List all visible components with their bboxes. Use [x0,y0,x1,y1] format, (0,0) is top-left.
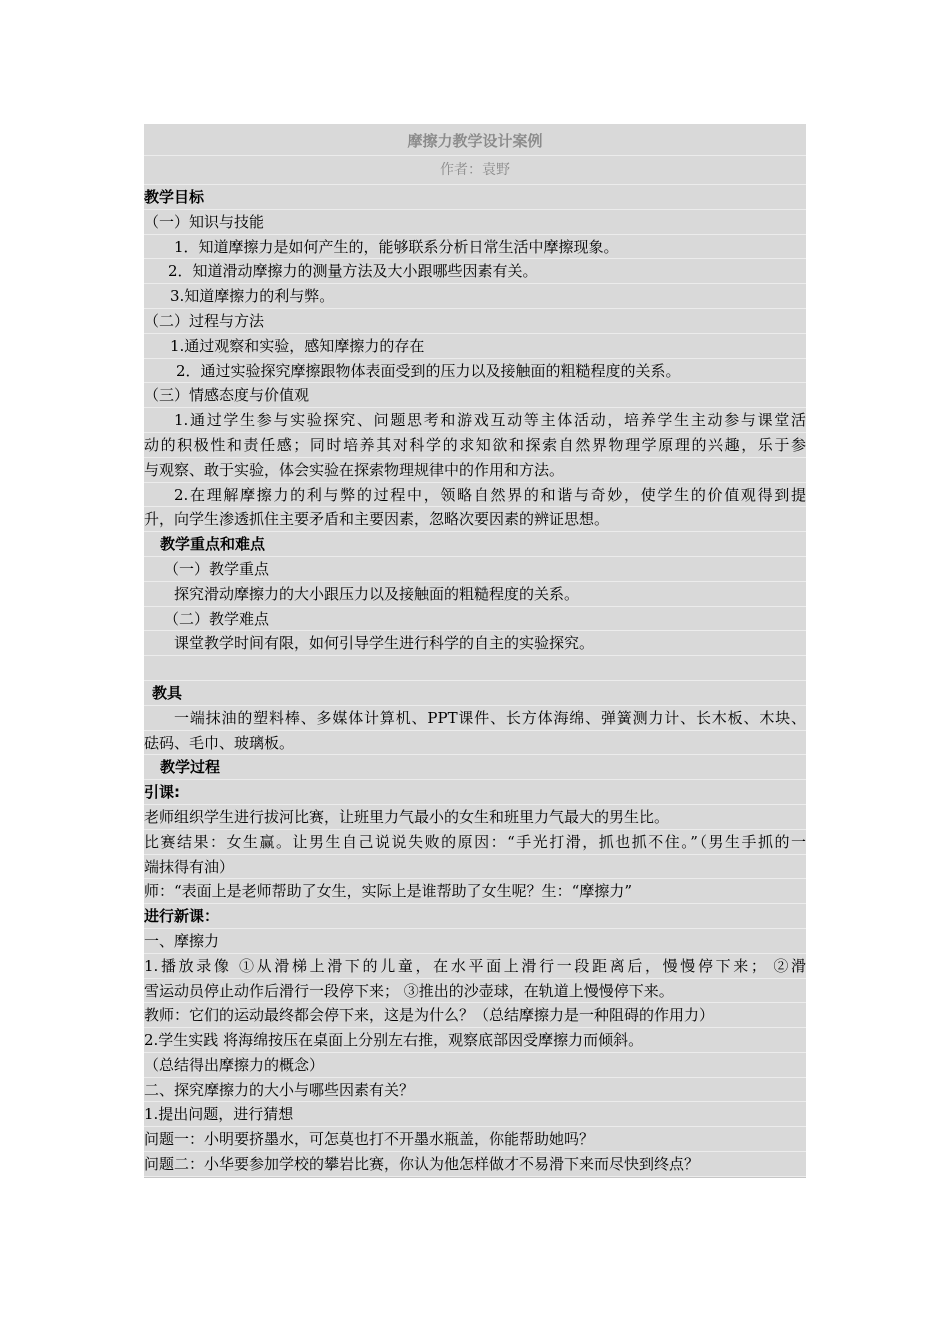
paragraph-line: 问题二：小华要参加学校的攀岩比赛，你认为他怎样做才不易滑下来而尽快到终点？ [144,1152,806,1177]
section-heading-key-points: 教学重点和难点 [144,532,806,557]
paragraph-line: 1.提出问题，进行猜想 [144,1102,806,1127]
goal-item-1: 1．知道摩擦力是如何产生的，能够联系分析日常生活中摩擦现象。 [144,235,806,260]
paragraph-line: 一、摩擦力 [144,929,806,954]
section-heading-intro: 引课: [144,780,806,805]
paragraph-line: （总结得出摩擦力的概念） [144,1053,806,1078]
paragraph-line: 问题一：小明要挤墨水，可怎莫也打不开墨水瓶盖，你能帮助她吗？ [144,1127,806,1152]
document-title: 摩擦力教学设计案例 [144,126,806,156]
blank-line [144,656,806,681]
section-heading-teaching-goals: 教学目标 [144,185,806,210]
paragraph-line: 雪运动员停止动作后滑行一段停下来； ③推出的沙壶球，在轨道上慢慢停下来。 [144,979,806,1004]
paragraph-line: 动的积极性和责任感；同时培养其对科学的求知欲和探索自然界物理学原理的兴趣，乐于参 [144,433,806,458]
paragraph-line: 砝码、毛巾、玻璃板。 [144,731,806,756]
document-page [144,124,806,1178]
paragraph-line: 一端抹油的塑料棒、多媒体计算机、PPT课件、长方体海绵、弹簧测力计、长木板、木块、 [144,706,806,731]
paragraph-line: 升，向学生渗透抓住主要矛盾和主要因素，忽略次要因素的辨证思想。 [144,507,806,532]
document-author: 作者：袁野 [144,156,806,185]
section-heading-teaching-process: 教学过程 [144,755,806,780]
section-heading-teaching-aids: 教具 [144,681,806,706]
paragraph-line: 老师组织学生进行拔河比赛，让班里力气最小的女生和班里力气最大的男生比。 [144,805,806,830]
paragraph-line: 1.通过学生参与实验探究、问题思考和游戏互动等主体活动，培养学生主动参与课堂活 [144,408,806,433]
goal-item-2: 2．知道滑动摩擦力的测量方法及大小跟哪些因素有关。 [144,259,806,284]
paragraph-line: 探究滑动摩擦力的大小跟压力以及接触面的粗糙程度的关系。 [144,582,806,607]
subsection-key-point: （一）教学重点 [144,557,806,582]
subsection-attitude-values: （三）情感态度与价值观 [144,383,806,408]
paragraph-line: 端抹得有油） [144,855,806,880]
paragraph-line: 二、探究摩擦力的大小与哪些因素有关？ [144,1078,806,1103]
paragraph-line: 2.学生实践 将海绵按压在桌面上分别左右推，观察底部因受摩擦力而倾斜。 [144,1028,806,1053]
process-item-1: 1.通过观察和实验，感知摩擦力的存在 [144,334,806,359]
paragraph-line: 师：“表面上是老师帮助了女生，实际上是谁帮助了女生呢？生：“摩擦力” [144,879,806,904]
subsection-process-method: （二）过程与方法 [144,309,806,334]
subsection-knowledge-skills: （一）知识与技能 [144,210,806,235]
paragraph-line: 与观察、敢于实验，体会实验在探索物理规律中的作用和方法。 [144,458,806,483]
paragraph-line: 教师：它们的运动最终都会停下来，这是为什么？（总结摩擦力是一种阻碍的作用力） [144,1003,806,1028]
paragraph-line: 1.播放录像 ①从滑梯上滑下的儿童，在水平面上滑行一段距离后，慢慢停下来； ②滑 [144,954,806,979]
paragraph-line: 比赛结果：女生赢。让男生自己说说失败的原因：“手光打滑，抓也抓不住。”（男生手抓的一 [144,830,806,855]
goal-item-3: 3.知道摩擦力的利与弊。 [144,284,806,309]
process-item-2: 2．通过实验探究摩擦跟物体表面受到的压力以及接触面的粗糙程度的关系。 [144,359,806,384]
paragraph-line: 2.在理解摩擦力的利与弊的过程中，领略自然界的和谐与奇妙，使学生的价值观得到提 [144,483,806,508]
subsection-difficulty: （二）教学难点 [144,607,806,632]
section-heading-new-lesson: 进行新课： [144,904,806,929]
paragraph-line: 课堂教学时间有限，如何引导学生进行科学的自主的实验探究。 [144,631,806,656]
